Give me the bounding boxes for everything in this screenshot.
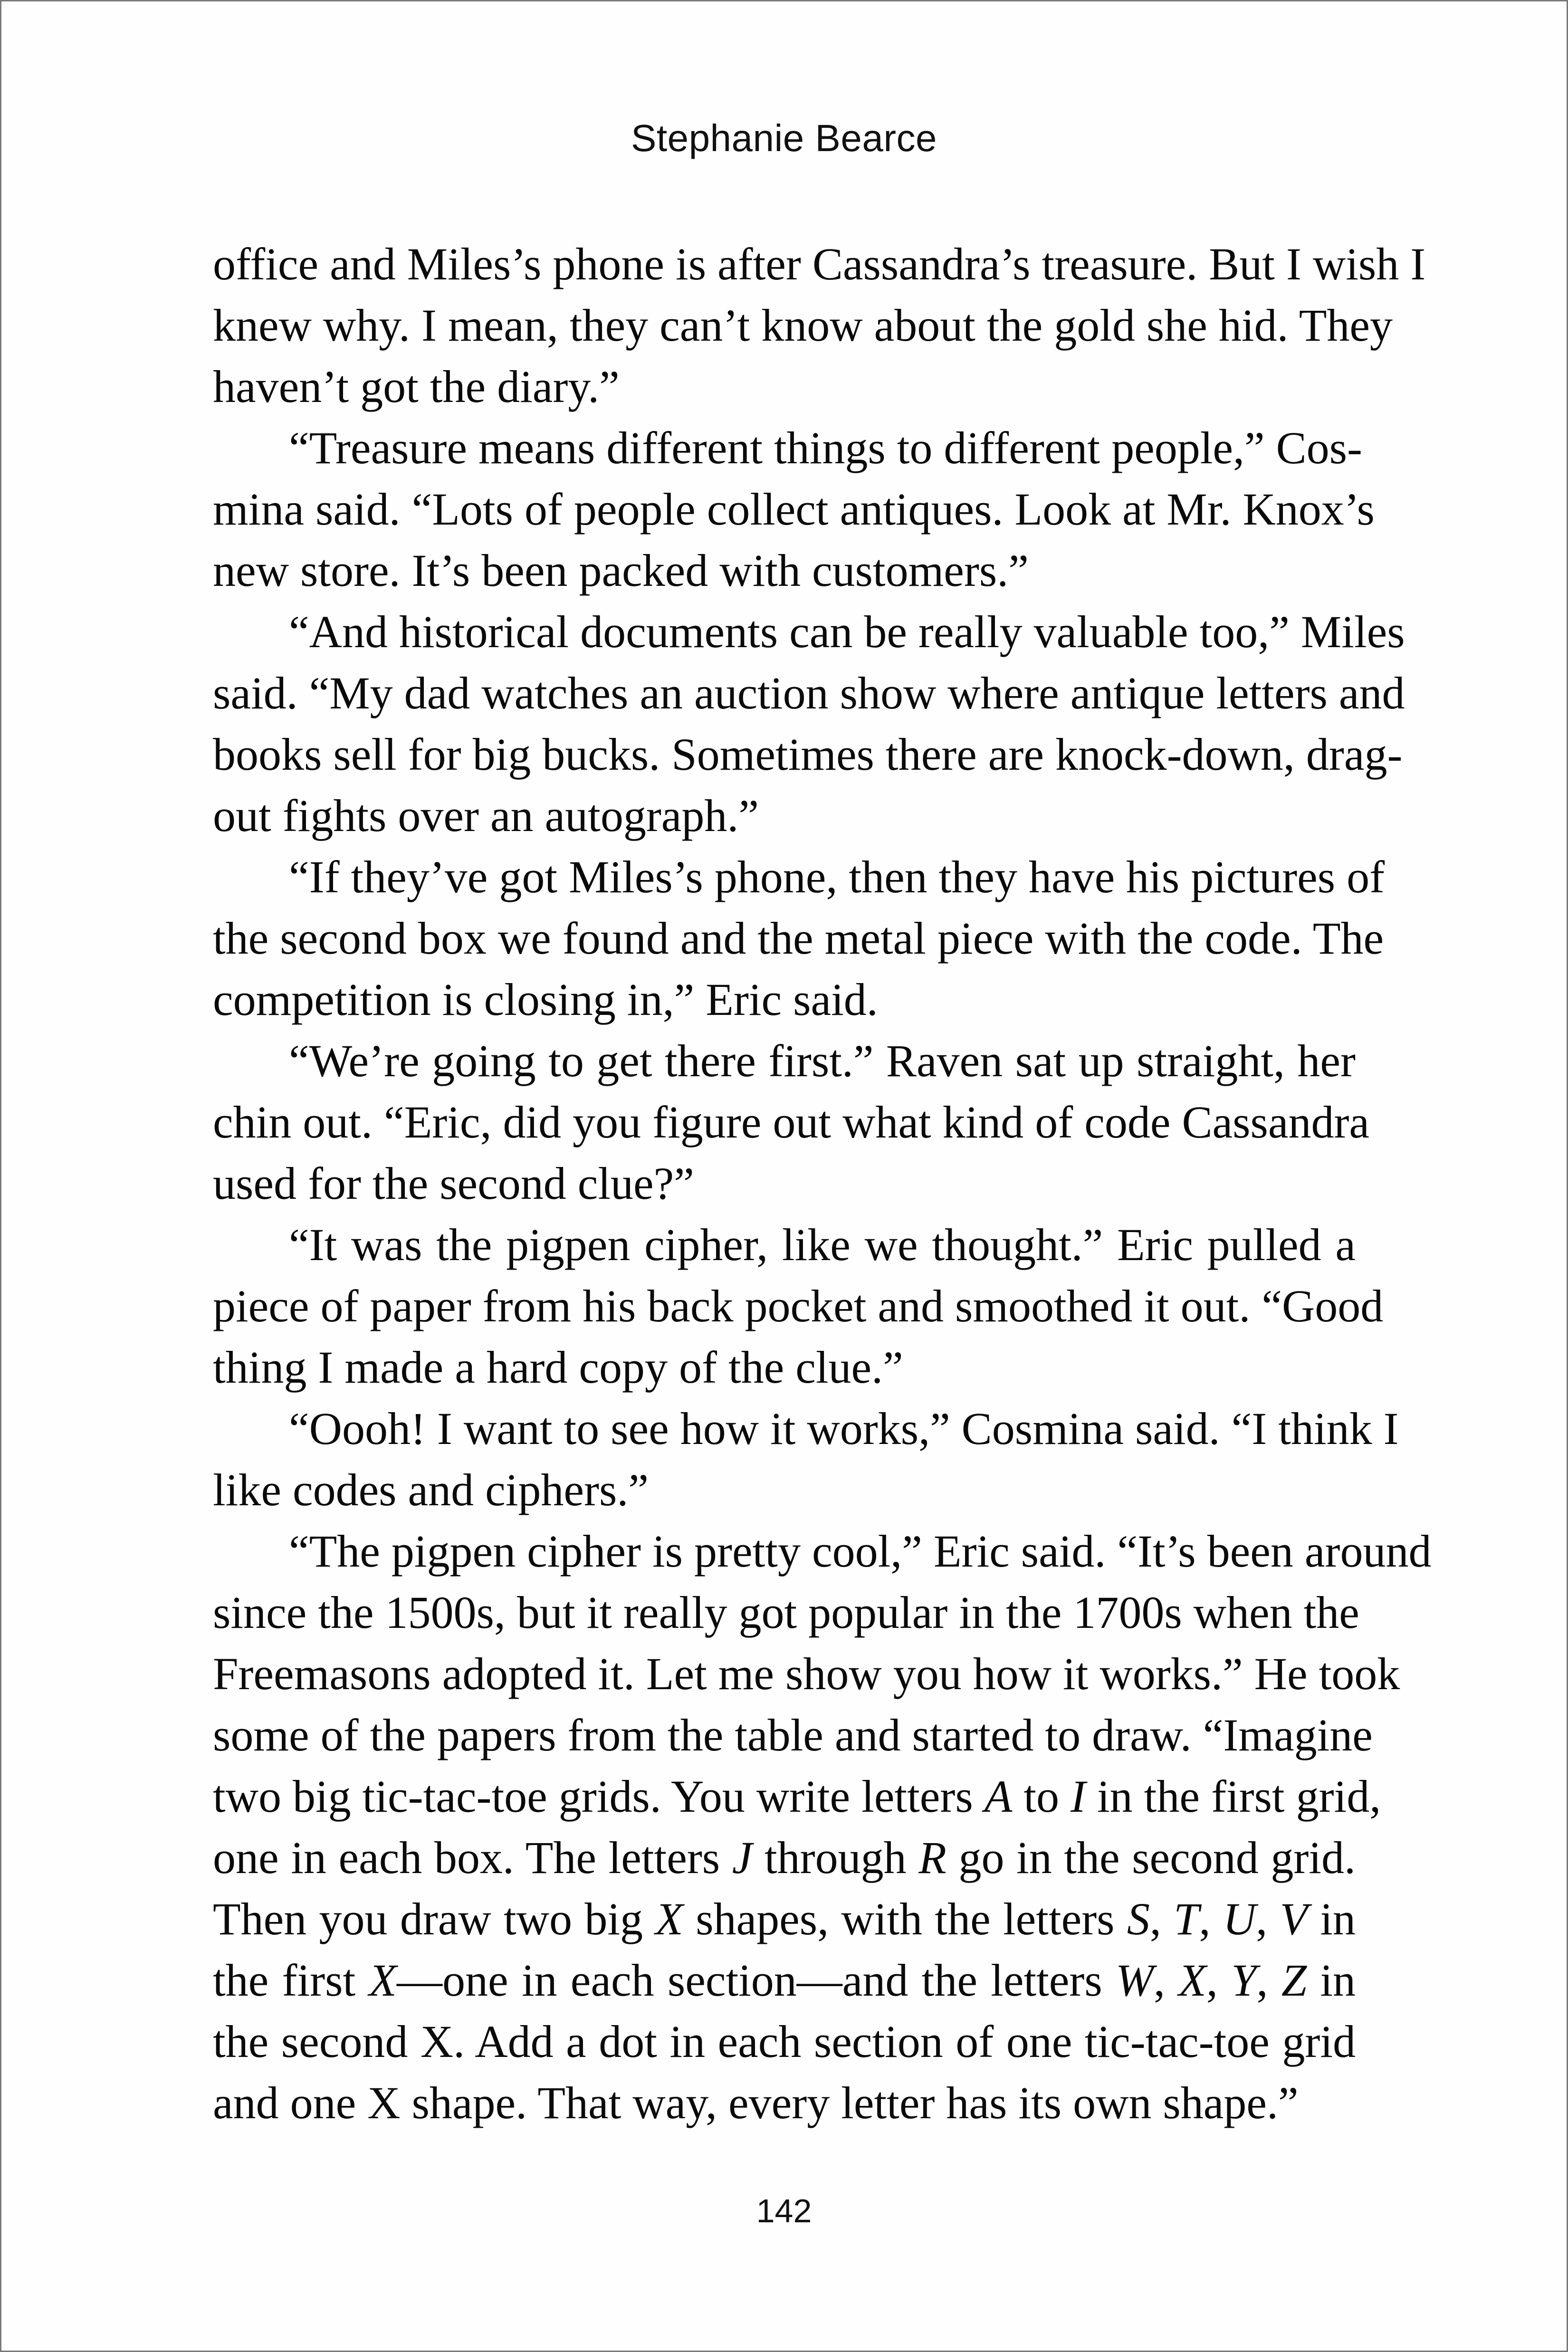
text-line: “Treasure means different things to different people,” Cos-	[289, 422, 1362, 473]
text-line: Freemasons adopted it. Let me show you how it works.” He took	[213, 1648, 1400, 1699]
text-line: haven’t got the diary.”	[213, 361, 620, 412]
text-line: said. “My dad watches an auction show where antique letters and	[213, 668, 1405, 718]
text-line: competition is closing in,” Eric said.	[213, 974, 878, 1025]
text-line: thing I made a hard copy of the clue.”	[213, 1342, 903, 1393]
text-line: knew why. I mean, they can’t know about the gold she hid. They	[213, 300, 1393, 351]
page-number: 142	[756, 2192, 812, 2229]
text-line: out fights over an autograph.”	[213, 790, 759, 841]
text-line: “And historical documents can be really valuable too,” Miles	[289, 606, 1405, 657]
text-line: used for the second clue?”	[213, 1158, 694, 1209]
text-line: two big tic-tac-toe grids. You write letters A to I in the first grid,	[213, 1771, 1381, 1822]
text-line: “If they’ve got Miles’s phone, then they have his pictures of	[289, 851, 1385, 902]
text-line: Then you draw two big X shapes, with the letters S, T, U, V in	[213, 1893, 1356, 1944]
text-line: mina said. “Lots of people collect antiques. Look at Mr. Knox’s	[213, 484, 1375, 535]
text-line: “The pigpen cipher is pretty cool,” Eric said. “It’s been around	[289, 1526, 1432, 1577]
text-line: like codes and ciphers.”	[213, 1464, 649, 1515]
text-line: the first X—one in each section—and the letters W, X, Y, Z in	[213, 1955, 1356, 2006]
text-line: new store. It’s been packed with customers.”	[213, 545, 1029, 596]
text-line: since the 1500s, but it really got popular in the 1700s when the	[213, 1587, 1359, 1638]
text-line: the second box we found and the metal piece with the code. The	[213, 913, 1384, 964]
text-line: office and Miles’s phone is after Cassandra’s treasure. But I wish I	[213, 239, 1426, 289]
body-text	[213, 233, 1432, 2133]
text-line: “It was the pigpen cipher, like we thought.” Eric pulled a	[289, 1219, 1356, 1270]
text-line: one in each box. The letters J through R go in the second grid.	[213, 1832, 1356, 1883]
text-line: some of the papers from the table and started to draw. “Imagine	[213, 1710, 1373, 1760]
text-line: books sell for big bucks. Sometimes there are knock-down, drag-	[213, 729, 1403, 780]
text-line: chin out. “Eric, did you figure out what kind of code Cassandra	[213, 1097, 1370, 1147]
text-line: and one X shape. That way, every letter has its own shape.”	[213, 2077, 1299, 2128]
text-line: piece of paper from his back pocket and smoothed it out. “Good	[213, 1281, 1384, 1331]
text-line: the second X. Add a dot in each section of one tic-tac-toe grid	[213, 2016, 1356, 2067]
text-line: “Oooh! I want to see how it works,” Cosmina said. “I think I	[289, 1403, 1399, 1454]
running-head-author: Stephanie Bearce	[631, 117, 937, 159]
text-line: “We’re going to get there first.” Raven sat up straight, her	[289, 1035, 1356, 1086]
